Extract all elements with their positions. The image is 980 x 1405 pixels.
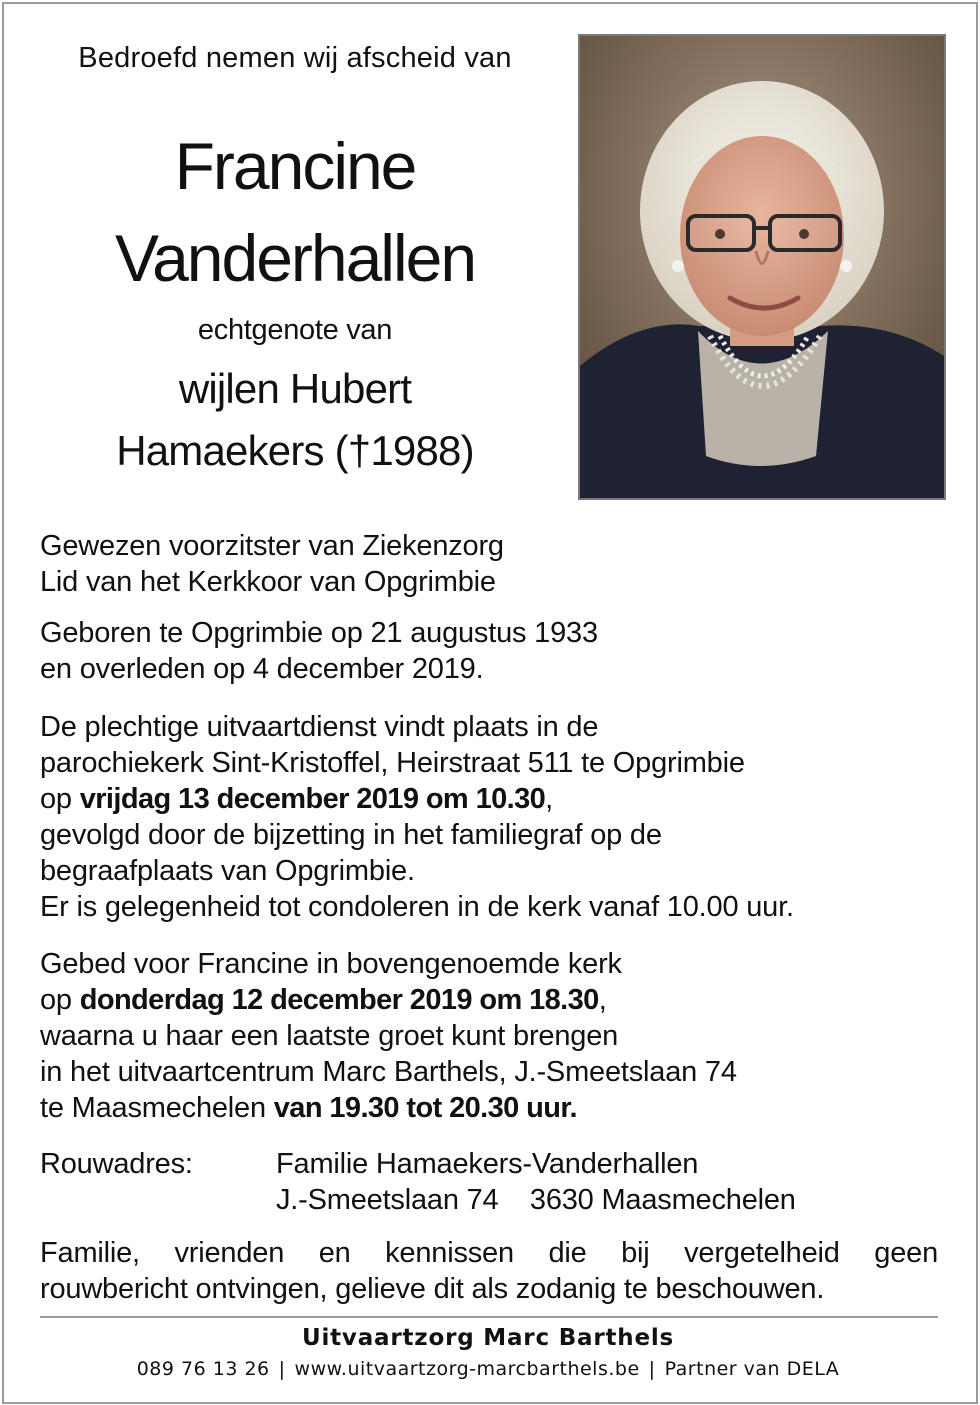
spouse-name-line1: wijlen Hubert bbox=[178, 365, 412, 412]
notice-section bbox=[40, 1235, 938, 1307]
spouse-name bbox=[40, 358, 550, 482]
prayer-date-prefix: op bbox=[40, 984, 80, 1016]
death-line: en overleden op 4 december 2019. bbox=[40, 653, 484, 685]
notice-line: Familie, vrienden en kennissen die bij vergetelheid geen bbox=[40, 1237, 938, 1269]
condolence-line: Er is gelegenheid tot condoleren in de kerk vanaf 10.00 uur. bbox=[40, 891, 794, 923]
birth-line: Geboren te Opgrimbie op 21 augustus 1933 bbox=[40, 617, 598, 649]
service-date-prefix: op bbox=[40, 783, 80, 815]
deceased-last-name: Vanderhallen bbox=[114, 221, 476, 295]
prayer-line: in het uitvaartcentrum Marc Barthels, J.-Smeetslaan 74 bbox=[40, 1056, 737, 1088]
deceased-name bbox=[40, 120, 550, 304]
funeral-home-contact bbox=[0, 1358, 976, 1380]
funeral-home-name: Uitvaartzorg Marc Barthels bbox=[301, 1325, 675, 1351]
address-label-spacer bbox=[40, 1182, 276, 1218]
portrait-illustration bbox=[580, 36, 944, 498]
spouse-name-line2: Hamaekers (†1988) bbox=[116, 427, 474, 474]
visiting-hours-line bbox=[40, 1090, 940, 1126]
role-line: Gewezen voorzitster van Ziekenzorg bbox=[40, 530, 504, 562]
separator: | bbox=[278, 1358, 286, 1380]
service-line: begraafplaats van Opgrimbie. bbox=[40, 855, 415, 887]
spouse-label: echtgenote van bbox=[197, 314, 393, 346]
separator: | bbox=[648, 1358, 656, 1380]
visiting-hours: van 19.30 tot 20.30 uur. bbox=[273, 1092, 577, 1124]
deceased-first-name: Francine bbox=[174, 129, 416, 203]
address-label: Rouwadres: bbox=[40, 1148, 193, 1180]
service-line: gevolgd door de bijzetting in het familiegraf op de bbox=[40, 819, 662, 851]
prayer-line: Gebed voor Francine in bovengenoemde kerk bbox=[40, 948, 622, 980]
service-date-line bbox=[40, 781, 940, 817]
address-section bbox=[40, 1146, 940, 1218]
prayer-line: waarna u haar een laatste groet kunt brengen bbox=[40, 1020, 619, 1052]
service-line: De plechtige uitvaartdienst vindt plaats in de bbox=[40, 711, 599, 743]
prayer-date: donderdag 12 december 2019 om 18.30 bbox=[79, 984, 599, 1016]
website-link[interactable]: www.uitvaartzorg-marcbarthels.be bbox=[294, 1358, 640, 1380]
notice-line: rouwbericht ontvingen, gelieve dit als zodanig te beschouwen. bbox=[40, 1273, 825, 1305]
visiting-hours-prefix: te Maasmechelen bbox=[40, 1092, 274, 1124]
prayer-date-suffix: , bbox=[598, 984, 607, 1016]
partner-text: Partner van DELA bbox=[664, 1358, 840, 1380]
service-line: parochiekerk Sint-Kristoffel, Heirstraat 511 te Opgrimbie bbox=[40, 747, 745, 779]
intro-text: Bedroefd nemen wij afscheid van bbox=[78, 42, 512, 74]
role-line: Lid van het Kerkkoor van Opgrimbie bbox=[40, 566, 496, 598]
dates-section bbox=[40, 615, 940, 687]
roles-section bbox=[40, 528, 940, 600]
footer-divider bbox=[40, 1316, 938, 1318]
service-section bbox=[40, 709, 940, 925]
address-row bbox=[40, 1182, 940, 1218]
address-family: Familie Hamaekers-Vanderhallen bbox=[276, 1148, 699, 1180]
service-date-suffix: , bbox=[545, 783, 554, 815]
address-street: J.-Smeetslaan 74 3630 Maasmechelen bbox=[276, 1184, 796, 1216]
prayer-date-line bbox=[40, 982, 940, 1018]
phone-number: 089 76 13 26 bbox=[136, 1358, 270, 1380]
prayer-section bbox=[40, 946, 940, 1126]
service-date: vrijdag 13 december 2019 om 10.30 bbox=[79, 783, 546, 815]
portrait-photo bbox=[578, 34, 946, 500]
address-row bbox=[40, 1146, 940, 1182]
